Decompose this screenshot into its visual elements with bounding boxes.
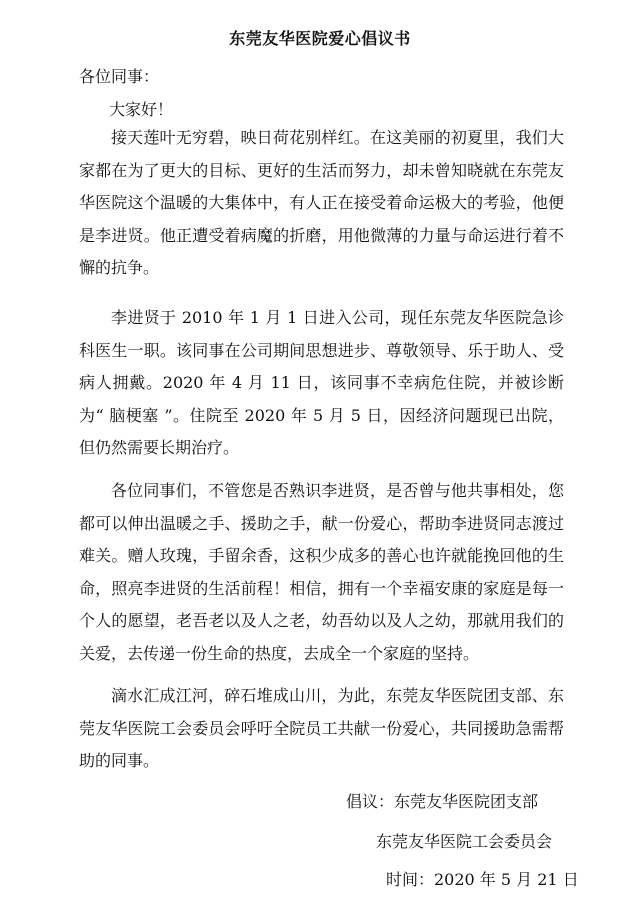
document-title: 东莞友华医院爱心倡议书 <box>229 29 411 48</box>
signature-initiator: 倡议：东莞友华医院团支部 <box>346 792 539 811</box>
salutation: 各位同事： <box>79 67 160 86</box>
paragraph-intro: 接天莲叶无穷碧，映日荷花别样红。在这美丽的初夏里，我们大家都在为了更大的目标、更好的生活而努力，却未曾知晓就在东莞友华医院这个温暖的大集体中，有人正在接受着命运极大的考验，他便是李进贤。他正遭受着病魔的折磨，用他微薄的力量与命运进行着不懈的抗争。 <box>79 128 564 277</box>
greeting: 大家好！ <box>109 100 174 119</box>
signature-union: 东莞友华医院工会委员会 <box>376 832 553 851</box>
paragraph-background: 李进贤于 2010 年 1 月 1 日进入公司，现任东莞友华医院急诊科医生一职。该同事在公司期间思想进步、尊敬领导、乐于助人、受病人拥戴。2020 年 4 月 11 日，该同事不幸病危住院，并被诊断为“ 脑梗塞 ”。住院至 2020 年 5 月 5 日，因经济问题现已出院，但仍然需要长期治疗。 <box>79 308 564 457</box>
paragraph-appeal: 各位同事们，不管您是否熟识李进贤，是否曾与他共事相处，您都可以伸出温暖之手、援助之手，献一份爱心，帮助李进贤同志渡过难关。赠人玫瑰，手留余香，这积少成多的善心也许就能挽回他的生命，照亮李进贤的生活前程！相信，拥有一个幸福安康的家庭是每一个人的愿望，老吾老以及人之老，幼吾幼以及人之幼，那就用我们的关爱，去传递一份生命的热度，去成全一个家庭的坚持。 <box>79 481 564 663</box>
paragraph-call-to-action: 滴水汇成江河，碎石堆成山川，为此，东莞友华医院团支部、东莞友华医院工会委员会呼吁全院员工共献一份爱心，共同援助急需帮助的同事。 <box>79 686 564 770</box>
signature-date: 时间：2020 年 5 月 21 日 <box>386 870 579 889</box>
